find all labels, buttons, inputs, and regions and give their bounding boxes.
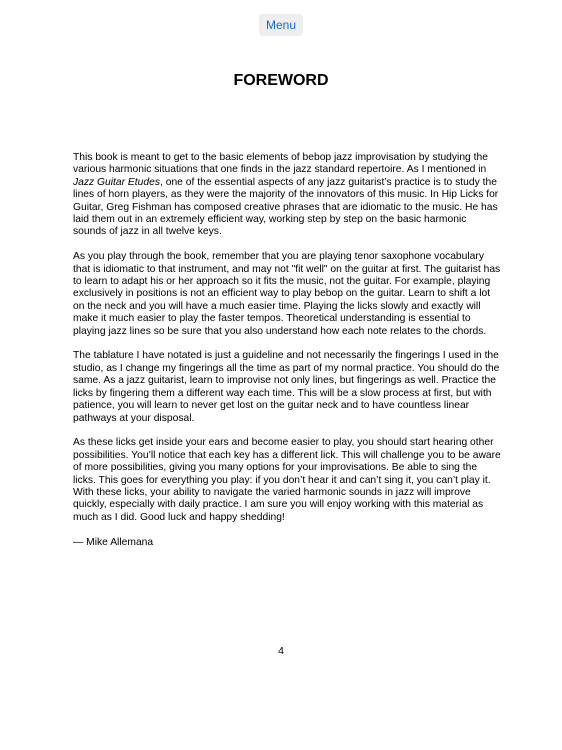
paragraph-2: As you play through the book, remember that you are playing tenor saxophone vocabulary that is idiomatic to that instrument, and may not "fit well" on the guitar at first. The guitarist has to learn to adapt his or her approach so it fits the music, not the guitar. For example, playing exclusively in positions is not an efficient way to play bebop on the guitar. Learn to shift a lot on the neck and you will have a much easier time. Playing the licks slowly and exactly will make it much easier to play the faster tempos. Theoretical understanding is essential to playing jazz lines so be sure that you also understand how each note relates to the chords. — [73, 251, 501, 337]
signature: — Mike Allemana — [73, 536, 154, 548]
paragraph-1-before: This book is meant to get to the basic elements of bebop jazz improvisation by studying the various harmonic situations that one finds in the jazz standard repertoire. As I mentioned in — [73, 152, 488, 176]
page-number: 4 — [278, 645, 284, 657]
paragraph-4: As these licks get inside your ears and become easier to play, you should start hearing other possibilities. You’ll notice that each key has a different lick. This will challenge you to be aware of more possibilities, giving you many options for your improvisations. Be able to sing the licks. This goes for everything you play: if you don’t hear it and can’t sing it, you can’t play it. With these licks, your ability to navigate the varied harmonic sounds in jazz will improve quickly, especially with daily practice. I am sure you will enjoy working with this material as much as I did. Good luck and happy shedding! — [73, 437, 501, 523]
book-title-emphasis: Jazz Guitar Etudes — [73, 176, 160, 188]
menu-button[interactable]: Menu — [259, 14, 303, 36]
paragraph-1 — [73, 152, 501, 239]
paragraph-3: The tablature I have notated is just a guideline and not necessarily the fingerings I used in the studio, as I change my fingerings all the time as part of my normal practice. You should do the same. As a jazz guitarist, learn to improvise not only lines, but fingerings as well. Practice the licks by fingering them a different way each time. This will be a slow process at first, but with patience, you will learn to never get lost on the guitar neck and to have countless linear pathways at your disposal. — [73, 350, 500, 424]
paragraph-1-after: , one of the essential aspects of any jazz guitarist’s practice is to study the lines of horn players, as they were the majority of the innovators of this music. In Hip Licks for Guitar, Greg Fishman has composed creative phrases that are idiomatic to the music. He has laid them out in an extremely efficient way, working step by step on the basic harmonic sounds of jazz in all twelve keys. — [73, 176, 499, 238]
body-text — [73, 152, 501, 549]
page-title: FOREWORD — [233, 72, 329, 89]
